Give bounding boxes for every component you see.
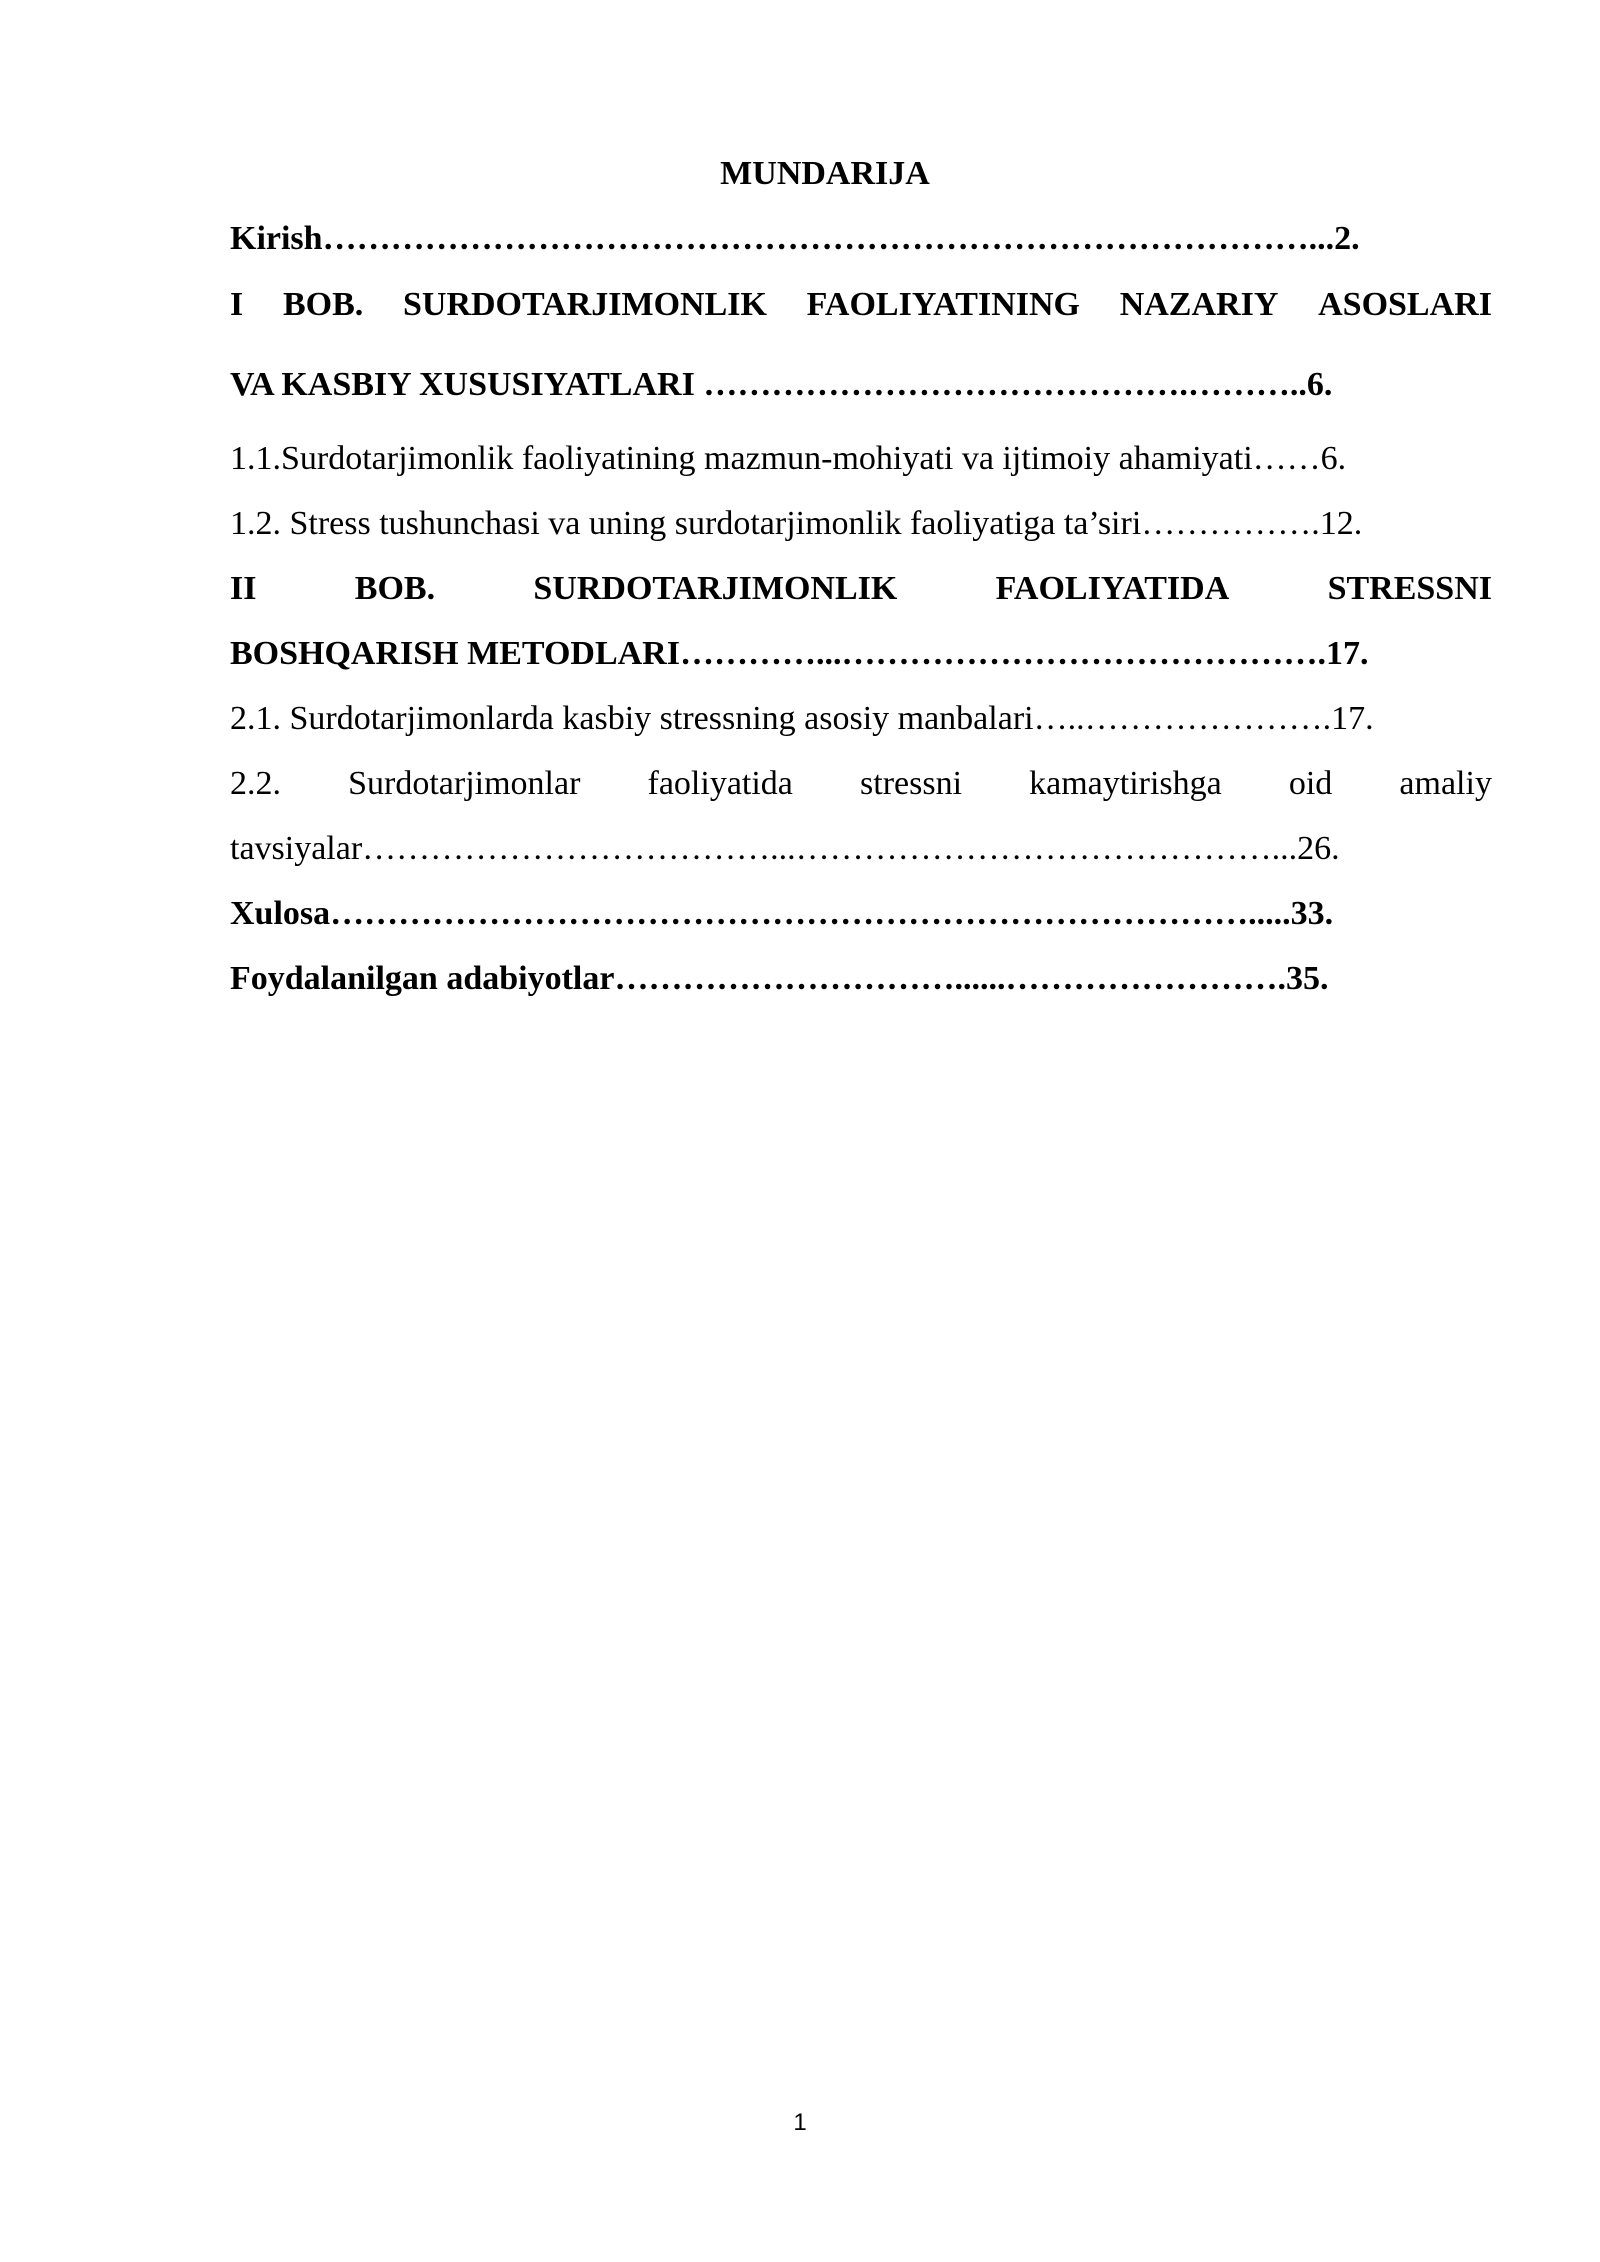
toc-entry-chapter1-line1 (230, 283, 1492, 326)
toc-entry-chapter1-line2: VA KASBIY XUSUSIYATLARI …………………………………….………..6. (230, 366, 1333, 403)
toc-entry-section-1-1: 1.1.Surdotarjimonlik faoliyatining mazmun-mohiyati va ijtimoiy ahamiyati……6. (230, 440, 1347, 477)
toc-word: amaliy (1399, 765, 1492, 802)
toc-word: 2.2. (230, 765, 281, 802)
toc-entry-kirish: Kirish……………………………………………………………………………...2. (230, 220, 1360, 257)
toc-word: oid (1288, 765, 1333, 802)
toc-entry-section-2-2-line2: tavsiyalar………………………………...……………………………………...26. (230, 830, 1340, 867)
toc-entry-section-2-2-line1 (230, 762, 1492, 805)
toc-entry-xulosa: Xulosa……………………………………………………………………….....33. (230, 895, 1334, 932)
toc-entry-section-1-2: 1.2. Stress tushunchasi va uning surdotarjimonlik faoliyatiga ta’siri…………….12. (230, 505, 1363, 542)
toc-entry-chapter2-line1 (230, 567, 1492, 610)
toc-word: SURDOTARJIMONLIK (402, 286, 767, 323)
toc-entry-section-2-1: 2.1. Surdotarjimonlarda kasbiy stressning asosiy manbalari…..………………….17. (230, 700, 1374, 737)
toc-word: FAOLIYATINING (806, 286, 1080, 323)
toc-word: ASOSLARI (1318, 286, 1492, 323)
toc-word: STRESSNI (1327, 570, 1492, 607)
toc-word: faoliyatida (647, 765, 793, 802)
toc-word: BOB. (354, 570, 436, 607)
toc-word: NAZARIY (1119, 286, 1279, 323)
toc-word: I (230, 286, 244, 323)
toc-word: Surdotarjimonlar (348, 765, 581, 802)
page-number: 1 (793, 2109, 807, 2136)
toc-entry-adabiyotlar: Foydalanilgan adabiyotlar…………………………......…………………….35. (230, 960, 1329, 997)
toc-word: II (230, 570, 257, 607)
toc-word: FAOLIYATIDA (995, 570, 1230, 607)
toc-word: stressni (860, 765, 963, 802)
toc-word: BOB. (282, 286, 364, 323)
toc-entry-chapter2-line2: BOSHQARISH METODLARI…………...…………………………………….17. (230, 635, 1369, 672)
toc-word: SURDOTARJIMONLIK (533, 570, 898, 607)
toc-word: kamaytirishga (1029, 765, 1222, 802)
toc-title: MUNDARIJA (720, 155, 930, 192)
